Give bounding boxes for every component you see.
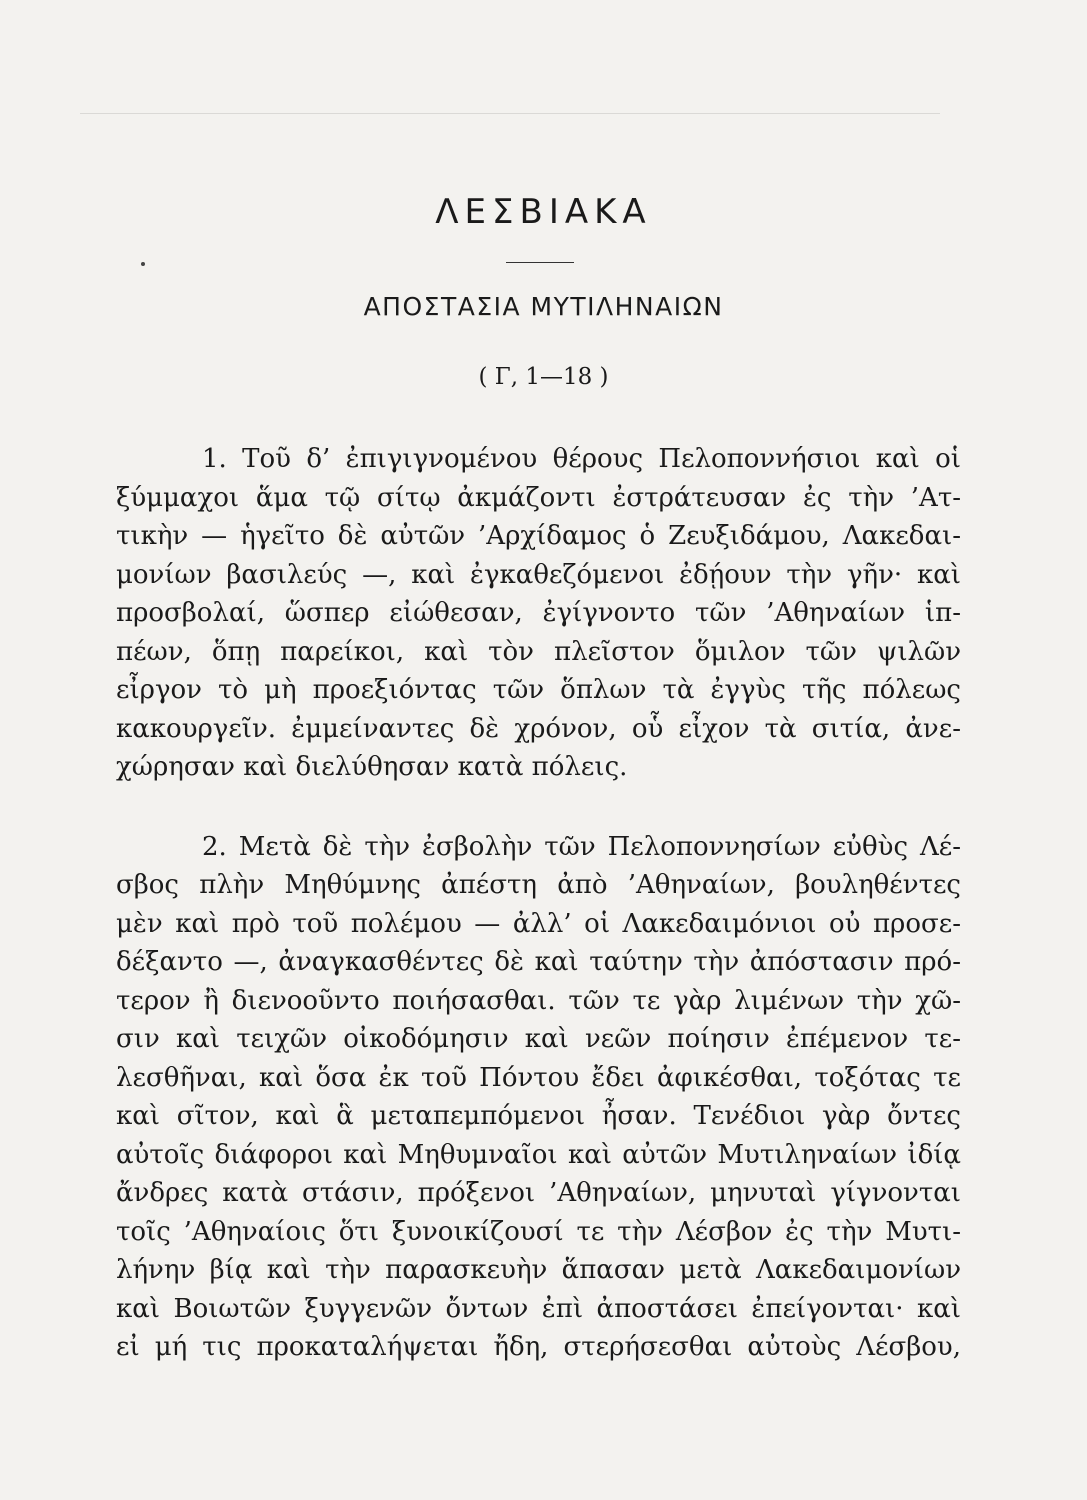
text-line: δέξαντο —, ἀναγκασθέντες δὲ καὶ ταύτην τὴν ἀπόστασιν πρό- <box>116 947 961 977</box>
text-line: χώρησαν καὶ διελύθησαν κατὰ πόλεις. <box>116 752 628 782</box>
text-line: κακουργεῖν. ἐμμείναντες δὲ χρόνον, οὗ εἶχον τὰ σιτία, ἀνε- <box>116 713 961 744</box>
page-title: ΛΕΣΒΙΑΚΑ <box>435 192 652 232</box>
paragraph-gap <box>116 787 961 828</box>
text-line: αὐτοῖς διάφοροι καὶ Μηθυμναῖοι καὶ αὐτῶν Μυτιληναίων ἰδίᾳ <box>116 1139 961 1170</box>
bleed-through-header <box>80 84 940 114</box>
text-line: προσβολαί, ὥσπερ εἰώθεσαν, ἐγίγνοντο τῶν ’Αθηναίων ἱπ- <box>116 598 961 628</box>
text-line: 2. Μετὰ δὲ τὴν ἐσβολὴν τῶν Πελοποννησίων εὐθὺς Λέ- <box>202 831 961 862</box>
main-text <box>116 440 961 1367</box>
title-rule <box>506 262 574 263</box>
paragraph-1 <box>116 440 961 787</box>
text-line: τοῖς ’Αθηναίοις ὅτι ξυνοικίζουσί τε τὴν Λέσβον ἐς τὴν Μυτι- <box>116 1216 961 1247</box>
stray-dot <box>141 262 145 266</box>
paragraph-2 <box>116 828 961 1367</box>
text-line: 1. Τοῦ δ’ ἐπιγιγνομένου θέρους Πελοποννήσιοι καὶ οἱ <box>202 444 961 474</box>
text-line: τικὴν — ἡγεῖτο δὲ αὐτῶν ’Αρχίδαμος ὁ Ζευξιδάμου, Λακεδαι- <box>116 521 961 551</box>
text-line: σβος πλὴν Μηθύμνης ἀπέστη ἀπὸ ’Αθηναίων, βουληθέντες <box>116 870 961 900</box>
text-line: λήνην βίᾳ καὶ τὴν παρασκευὴν ἅπασαν μετὰ Λακεδαιμονίων <box>116 1255 961 1285</box>
text-line: καὶ σῖτον, καὶ ἃ μεταπεμπόμενοι ἦσαν. Τενέδιοι γὰρ ὄντες <box>116 1101 961 1131</box>
section-subtitle: ΑΠΟΣΤΑΣΙΑ ΜΥΤΙΛΗΝΑΙΩΝ <box>363 292 724 321</box>
text-line: μὲν καὶ πρὸ τοῦ πολέμου — ἀλλ’ οἱ Λακεδαιμόνιοι οὐ προσε- <box>116 908 961 939</box>
text-line: ξύμμαχοι ἅμα τῷ σίτῳ ἀκμάζοντι ἐστράτευσαν ἐς τὴν ’Ατ- <box>116 482 961 513</box>
text-line: ἄνδρες κατὰ στάσιν, πρόξενοι ’Αθηναίων, μηνυταὶ γίγνονται <box>116 1178 961 1208</box>
text-line: σιν καὶ τειχῶν οἰκοδόμησιν καὶ νεῶν ποίησιν ἐπέμενον τε- <box>116 1024 961 1054</box>
text-line: μονίων βασιλεύς —, καὶ ἐγκαθεζόμενοι ἐδῄουν τὴν γῆν· καὶ <box>116 559 961 590</box>
chapter-reference: ( Γ, 1—18 ) <box>478 364 609 390</box>
text-line: λεσθῆναι, καὶ ὅσα ἐκ τοῦ Πόντου ἔδει ἀφικέσθαι, τοξότας τε <box>116 1062 961 1093</box>
text-line: εἶργον τὸ μὴ προεξιόντας τῶν ὅπλων τὰ ἐγγὺς τῆς πόλεως <box>116 675 961 705</box>
text-line: τερον ἢ διενοοῦντο ποιήσασθαι. τῶν τε γὰρ λιμένων τὴν χῶ- <box>116 985 961 1016</box>
text-line: καὶ Βοιωτῶν ξυγγενῶν ὄντων ἐπὶ ἀποστάσει ἐπείγονται· καὶ <box>116 1293 961 1324</box>
text-line: πέων, ὅπῃ παρείκοι, καὶ τὸν πλεῖστον ὅμιλον τῶν ψιλῶν <box>116 636 961 667</box>
text-line: εἰ μή τις προκαταλήψεται ἤδη, στερήσεσθαι αὐτοὺς Λέσβου, <box>116 1332 961 1362</box>
